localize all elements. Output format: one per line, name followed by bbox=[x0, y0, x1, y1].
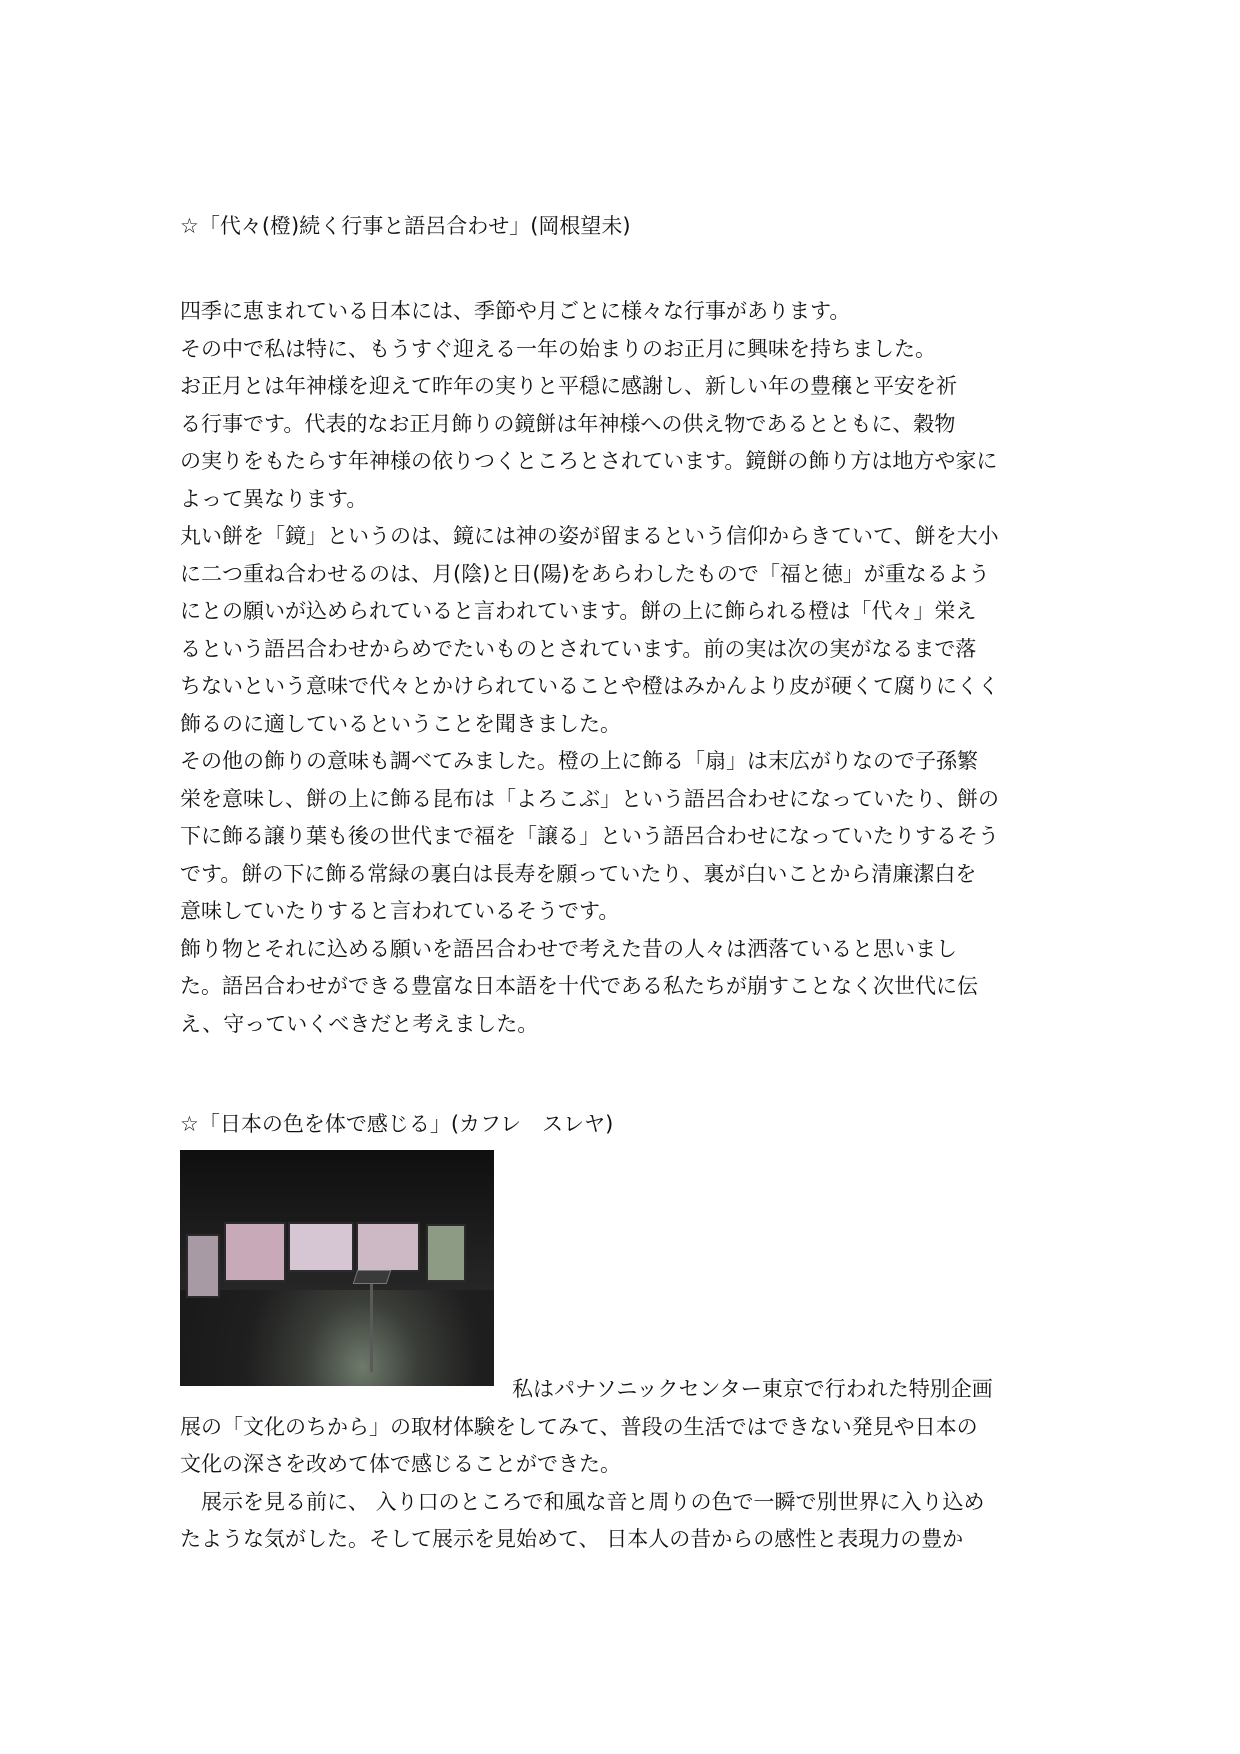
body-line: たような気がした。そして展示を見始めて、 日本人の昔からの感性と表現力の豊か bbox=[180, 1527, 964, 1551]
body-line: 下に飾る譲り葉も後の世代まで福を「譲る」という語呂合わせになっていたりするそう bbox=[180, 824, 999, 848]
body-line: ちないという意味で代々とかけられていることや橙はみかんより皮が硬くて腐りにくく bbox=[180, 674, 999, 698]
body-line: 文化の深さを改めて体で感じることができた。 bbox=[180, 1452, 621, 1476]
photo-stand-panel bbox=[353, 1270, 392, 1284]
photo-screen bbox=[356, 1222, 420, 1272]
body-line: にとの願いが込められていると言われています。餅の上に飾られる橙は「代々」栄え bbox=[180, 599, 977, 623]
section-2-heading: ☆「日本の色を体で感じる」(カフレ スレヤ) bbox=[180, 1112, 614, 1136]
body-line: に二つ重ね合わせるのは、月(陰)と日(陽)をあらわしたもので「福と徳」が重なるよう bbox=[180, 561, 990, 586]
body-line: お正月とは年神様を迎えて昨年の実りと平穏に感謝し、新しい年の豊穣と平安を祈 bbox=[180, 374, 957, 398]
body-line: その他の飾りの意味も調べてみました。橙の上に飾る「扇」は末広がりなので子孫繁 bbox=[180, 749, 978, 773]
body-line: 四季に恵まれている日本には、季節や月ごとに様々な行事があります。 bbox=[180, 299, 851, 323]
body-line: その中で私は特に、もうすぐ迎える一年の始まりのお正月に興味を持ちました。 bbox=[180, 336, 936, 361]
section-1-body bbox=[180, 293, 1080, 1043]
body-line: 私はパナソニックセンター東京で行われた特別企画 bbox=[512, 1377, 993, 1401]
body-line: です。餅の下に飾る常緑の裏白は長寿を願っていたり、裏が白いことから清廉潔白を bbox=[180, 861, 977, 886]
body-line: 丸い餅を「鏡」というのは、鏡には神の姿が留まるという信仰からきていて、餅を大小 bbox=[180, 524, 999, 548]
section-2-body bbox=[180, 1371, 1080, 1559]
body-line: 飾るのに適しているということを聞きました。 bbox=[180, 711, 621, 736]
body-line: の実りをもたらす年神様の依りつくところとされています。鏡餅の飾り方は地方や家に bbox=[180, 449, 998, 473]
photo-screen bbox=[288, 1222, 354, 1272]
body-line: た。語呂合わせができる豊富な日本語を十代である私たちが崩すことなく次世代に伝 bbox=[180, 974, 978, 998]
body-line: 意味していたりすると言われているそうです。 bbox=[180, 899, 620, 923]
body-line: よって異なります。 bbox=[180, 486, 368, 511]
body-line: 栄を意味し、餅の上に飾る昆布は「よろこぶ」という語呂合わせになっていたり、餅の bbox=[180, 786, 999, 811]
photo-stand bbox=[370, 1280, 373, 1372]
body-line: 飾り物とそれに込める願いを語呂合わせで考えた昔の人々は洒落ていると思いまし bbox=[180, 936, 957, 961]
body-line: るという語呂合わせからめでたいものとされています。前の実は次の実がなるまで落 bbox=[180, 636, 977, 661]
body-line: 展示を見る前に、 入り口のところで和風な音と周りの色で一瞬で別世界に入り込め bbox=[180, 1489, 985, 1514]
body-line: え、守っていくべきだと考えました。 bbox=[180, 1011, 539, 1036]
photo-screen bbox=[224, 1222, 286, 1282]
body-line: る行事です。代表的なお正月飾りの鏡餅は年神様への供え物であるとともに、穀物 bbox=[180, 411, 956, 436]
photo-screen bbox=[426, 1224, 466, 1282]
photo-screen bbox=[186, 1234, 220, 1298]
exhibition-photo bbox=[180, 1150, 494, 1386]
section-1-heading: ☆「代々(橙)続く行事と語呂合わせ」(岡根望未) bbox=[180, 214, 631, 238]
body-line: 展の「文化のちから」の取材体験をしてみて、普段の生活ではできない発見や日本の bbox=[180, 1414, 978, 1439]
